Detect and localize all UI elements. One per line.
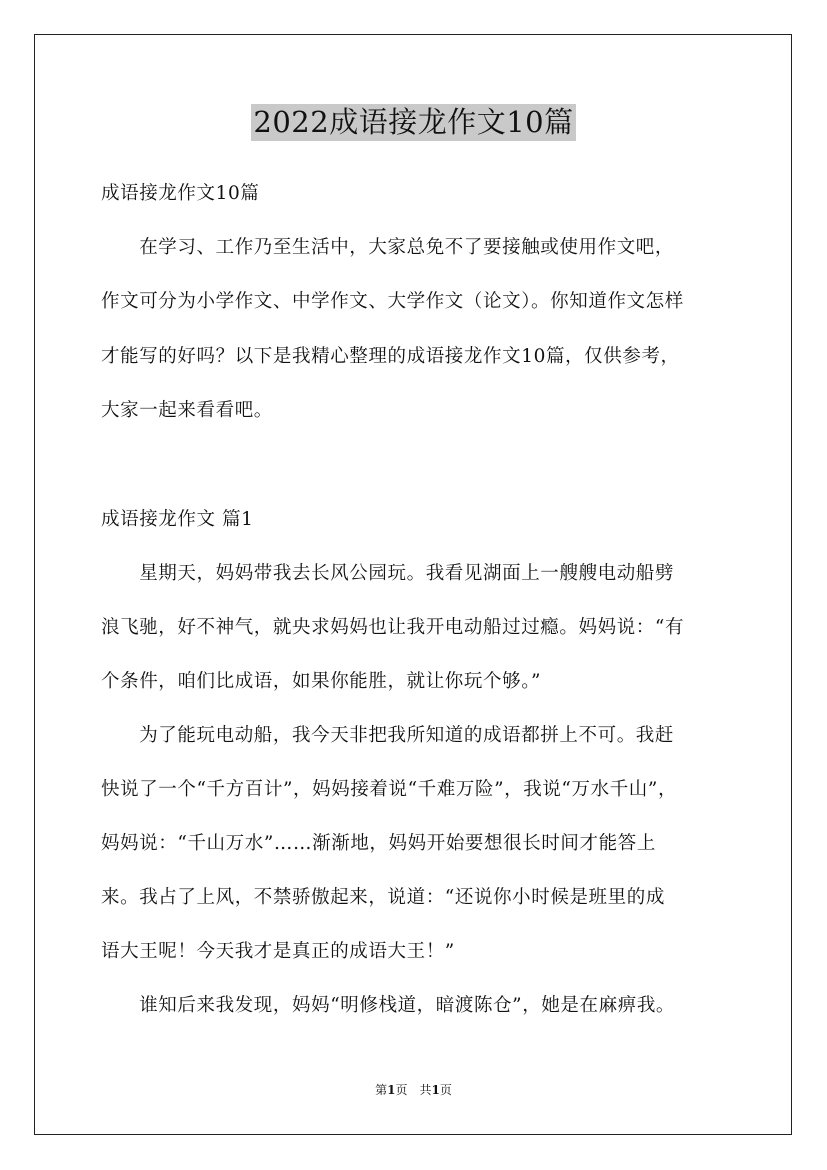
footer-text: 页 [439, 1083, 452, 1097]
paragraph-line: 大家一起来看看吧。 [101, 400, 273, 421]
paragraph-line: 星期天，妈妈带我去长风公园玩。我看见湖面上一艘艘电动船劈 [101, 563, 675, 584]
page-total: 1 [431, 1083, 440, 1097]
paragraph-line: 来。我占了上风，不禁骄傲起来，说道：“还说你小时候是班里的成 [101, 887, 665, 908]
paragraph-line: 语大王呢！今天我才是真正的成语大王！” [101, 941, 455, 962]
footer-text: 第 [375, 1083, 388, 1097]
section-heading: 成语接龙作文10篇 [101, 183, 260, 204]
footer-text: 页 共 [395, 1083, 432, 1097]
paragraph-line: 为了能玩电动船，我今天非把我所知道的成语都拼上不可。我赶 [101, 725, 675, 746]
paragraph-line: 个条件，咱们比成语，如果你能胜，就让你玩个够。” [101, 671, 542, 692]
document-title: 2022成语接龙作文10篇 [253, 105, 574, 139]
paragraph-line: 作文可分为小学作文、中学作文、大学作文（论文）。你知道作文怎样 [101, 291, 684, 312]
page-footer [0, 1082, 827, 1098]
paragraph-line: 谁知后来我发现，妈妈“明修栈道，暗渡陈仓”，她是在麻痹我。 [101, 995, 676, 1016]
paragraph-line: 妈妈说：“千山万水”……渐渐地，妈妈开始要想很长时间才能答上 [101, 833, 656, 854]
title-area [0, 104, 827, 141]
paragraph-line: 快说了一个“千方百计”，妈妈接着说“千难万险”，我说“万水千山”， [101, 779, 678, 800]
page-number: 1 [387, 1083, 396, 1097]
paragraph-line: 在学习、工作乃至生活中，大家总免不了要接触或使用作文吧， [101, 237, 675, 258]
section-heading: 成语接龙作文 篇1 [101, 509, 254, 530]
paragraph-line: 才能写的好吗？以下是我精心整理的成语接龙作文10篇，仅供参考， [101, 346, 680, 367]
paragraph-line: 浪飞驰，好不神气，就央求妈妈也让我开电动船过过瘾。妈妈说：“有 [101, 617, 685, 638]
